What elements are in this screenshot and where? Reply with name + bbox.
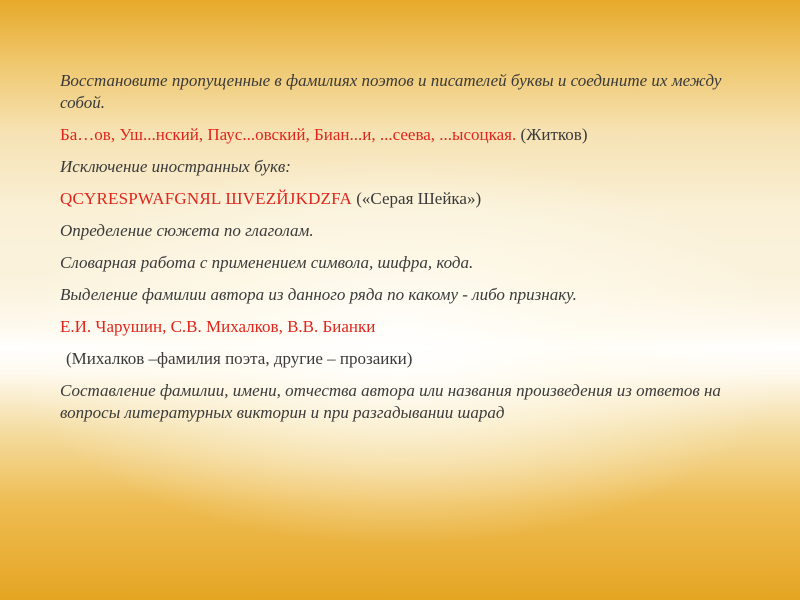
slide-content	[60, 70, 760, 434]
task-compose-name: Составление фамилии, имени, отчества автора или названия произведения из ответов на вопросы литературных викторин и при разгадывании шарад	[60, 381, 721, 422]
example-answer-seraya-sheyka: («Серая Шейка»)	[356, 189, 482, 208]
task-exclude-foreign-letters: Исключение иностранных букв:	[60, 157, 291, 176]
example-answer-zhitkov: (Житков)	[520, 125, 588, 144]
task-vocabulary-cipher: Словарная работа с применением символа, шифра, кода.	[60, 253, 474, 272]
example-restore-letters	[60, 124, 760, 146]
example-author-names: Е.И. Чарушин, С.В. Михалков, В.В. Бианки	[60, 317, 376, 336]
example-letter-string: QCYRESPWAFGNЯL ШVEZЙJKDZFA	[60, 189, 353, 208]
task-plot-by-verbs: Определение сюжета по глаголам.	[60, 221, 314, 240]
example-foreign-letters	[60, 188, 760, 210]
example-surnames-missing-letters: Ба…ов, Уш...нский, Паус...овский, Биан...и, ...сеева, ...ысоцкая.	[60, 125, 517, 144]
example-author-note: (Михалков –фамилия поэта, другие – прозаики)	[66, 349, 413, 368]
task-select-author: Выделение фамилии автора из данного ряда по какому - либо признаку.	[60, 285, 577, 304]
task-restore-letters: Восстановите пропущенные в фамилиях поэтов и писателей буквы и соедините их между собой.	[60, 71, 722, 112]
